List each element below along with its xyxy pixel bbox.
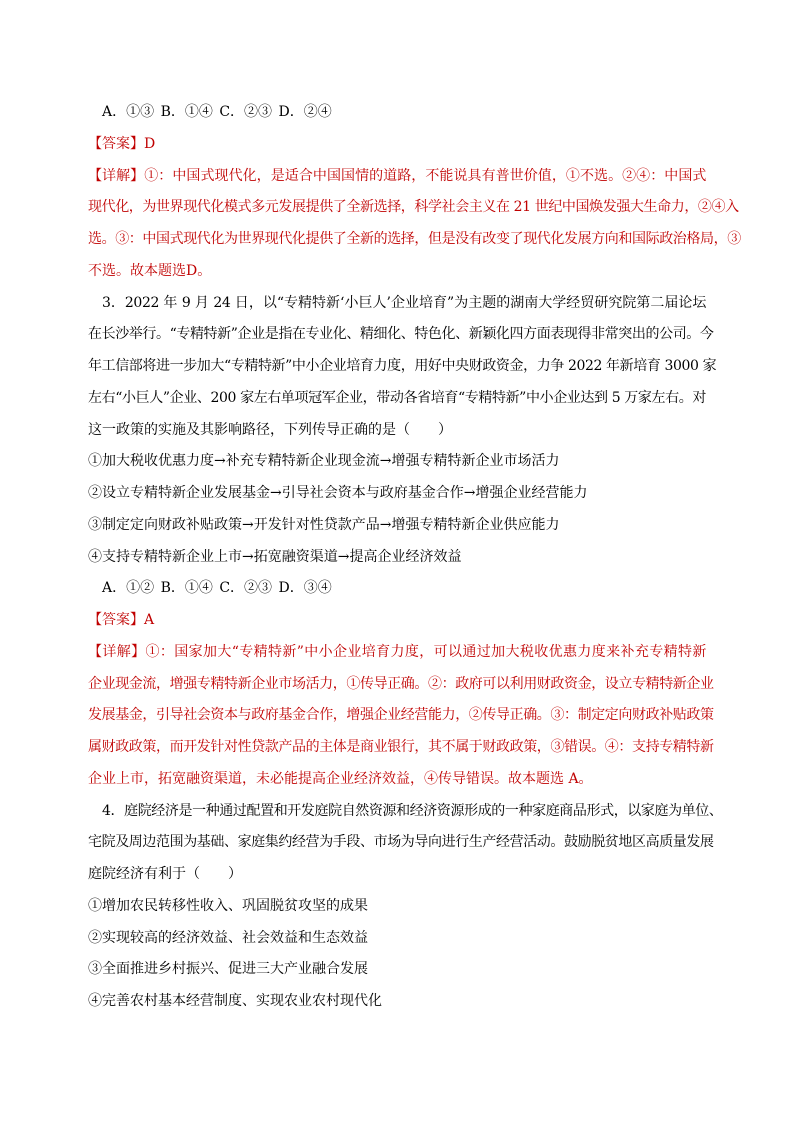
q2-explanation-line [88, 161, 706, 193]
answer-value: A [144, 612, 155, 628]
q3-option-b: B．①④ [160, 580, 213, 597]
q3-option-a: A．①② [102, 580, 155, 597]
q3-answer [88, 605, 706, 637]
q3-stem-line: 3．2022 年 9 月 24 日，以“专精特新‘小巨人’企业培育”为主题的湖南大学经贸研究院第二届论坛 [102, 294, 706, 311]
q4-stem-line: 庭院经济有利于（ ） [88, 866, 242, 882]
q3-statement-1: ①加大税收优惠力度→补充专精特新企业现金流→增强专精特新企业市场活力 [88, 453, 560, 470]
q3-stem-line: 左右“小巨人”企业、200 家左右单项冠军企业，带动各省培育“专精特新”中小企业达到 5 万家左右。对 [88, 389, 706, 406]
q3-options [88, 573, 706, 605]
q3-stem-line: 年工信部将进一步加大“专精特新”中小企业培育力度，用好中央财政资金，力争 2022 年新培育 3000 家 [88, 358, 717, 374]
explanation-text: ①：国家加大“专精特新”中小企业培育力度，可以通过加大税收优惠力度来补充专精特新 [145, 643, 706, 660]
answer-label: 【答案】 [88, 612, 144, 628]
q2-option-c: C．②③ [219, 104, 273, 120]
exam-page [88, 97, 741, 1018]
answer-value: D [144, 135, 156, 152]
explanation-text: ①：中国式现代化，是适合中国国情的道路，不能说具有普世价值，①不选。②④：中国式 [144, 167, 707, 184]
q4-statement-2: ②实现较高的经济效益、社会效益和生态效益 [88, 929, 368, 946]
q2-answer [88, 129, 706, 161]
answer-label: 【答案】 [88, 135, 144, 152]
q3-statement-4: ④支持专精特新企业上市→拓宽融资渠道→提高企业经济效益 [88, 548, 462, 565]
q3-option-d: D．③④ [278, 580, 332, 597]
q3-explanation-line: 发展基金，引导社会资本与政府基金合作，增强企业经营能力，②传导正确。③：制定定向财政补贴政策 [88, 707, 714, 724]
q3-explanation-line: 企业现金流，增强专精特新企业市场活力，①传导正确。②：政府可以利用财政资金，设立专精特新企业 [88, 675, 714, 692]
explanation-label: 【详解】 [88, 167, 145, 184]
q2-explanation-line: 选。③：中国式现代化为世界现代化提供了全新的选择，但是没有改变了现代化发展方向和国际政治格局，③ [88, 231, 741, 247]
q2-option-d: D．②④ [278, 104, 332, 120]
q4-stem-line: 4．庭院经济是一种通过配置和开发庭院自然资源和经济资源形成的一种家庭商品形式，以家庭为单位、 [102, 802, 723, 819]
q3-statement-3: ③制定定向财政补贴政策→开发针对性贷款产品→增强专精特新企业供应能力 [88, 516, 560, 533]
q2-explanation-line: 现代化，为世界现代化模式多元发展提供了全新选择，科学社会主义在 21 世纪中国焕发强大生命力，②④入 [88, 199, 739, 216]
q3-explanation-line: 属财政政策，而开发针对性贷款产品的主体是商业银行，其不属于财政政策，③错误。④：支持专精特新 [88, 739, 714, 755]
q3-explanation-line: 企业上市，拓宽融资渠道，未必能提高企业经济效益，④传导错误。故本题选 A。 [88, 770, 593, 787]
q3-stem-line: 这一政策的实施及其影响路径，下列传导正确的是（ ） [88, 421, 452, 438]
q3-explanation-line [88, 637, 706, 669]
q4-statement-3: ③全面推进乡村振兴、促进三大产业融合发展 [88, 961, 368, 978]
q2-option-b: B．①④ [160, 104, 213, 120]
q2-option-a: A．①③ [102, 104, 155, 120]
q3-statement-2: ②设立专精特新企业发展基金→引导社会资本与政府基金合作→增强企业经营能力 [88, 485, 588, 501]
q4-statement-1: ①增加农民转移性收入、巩固脱贫攻坚的成果 [88, 897, 368, 914]
q2-explanation-line: 不选。故本题选D。 [88, 262, 212, 279]
explanation-label: 【详解】 [88, 643, 146, 660]
q2-options [88, 97, 706, 129]
q4-statement-4: ④完善农村基本经营制度、实现农业农村现代化 [88, 993, 382, 1009]
q3-stem-line: 在长沙举行。“专精特新”企业是指在专业化、精细化、特色化、新颖化四方面表现得非常突出的公司。今 [88, 326, 714, 343]
q4-stem-line: 宅院及周边范围为基础、家庭集约经营为手段、市场为导向进行生产经营活动。鼓励脱贫地区高质量发展 [88, 834, 714, 851]
q3-option-c: C．②③ [219, 580, 273, 597]
